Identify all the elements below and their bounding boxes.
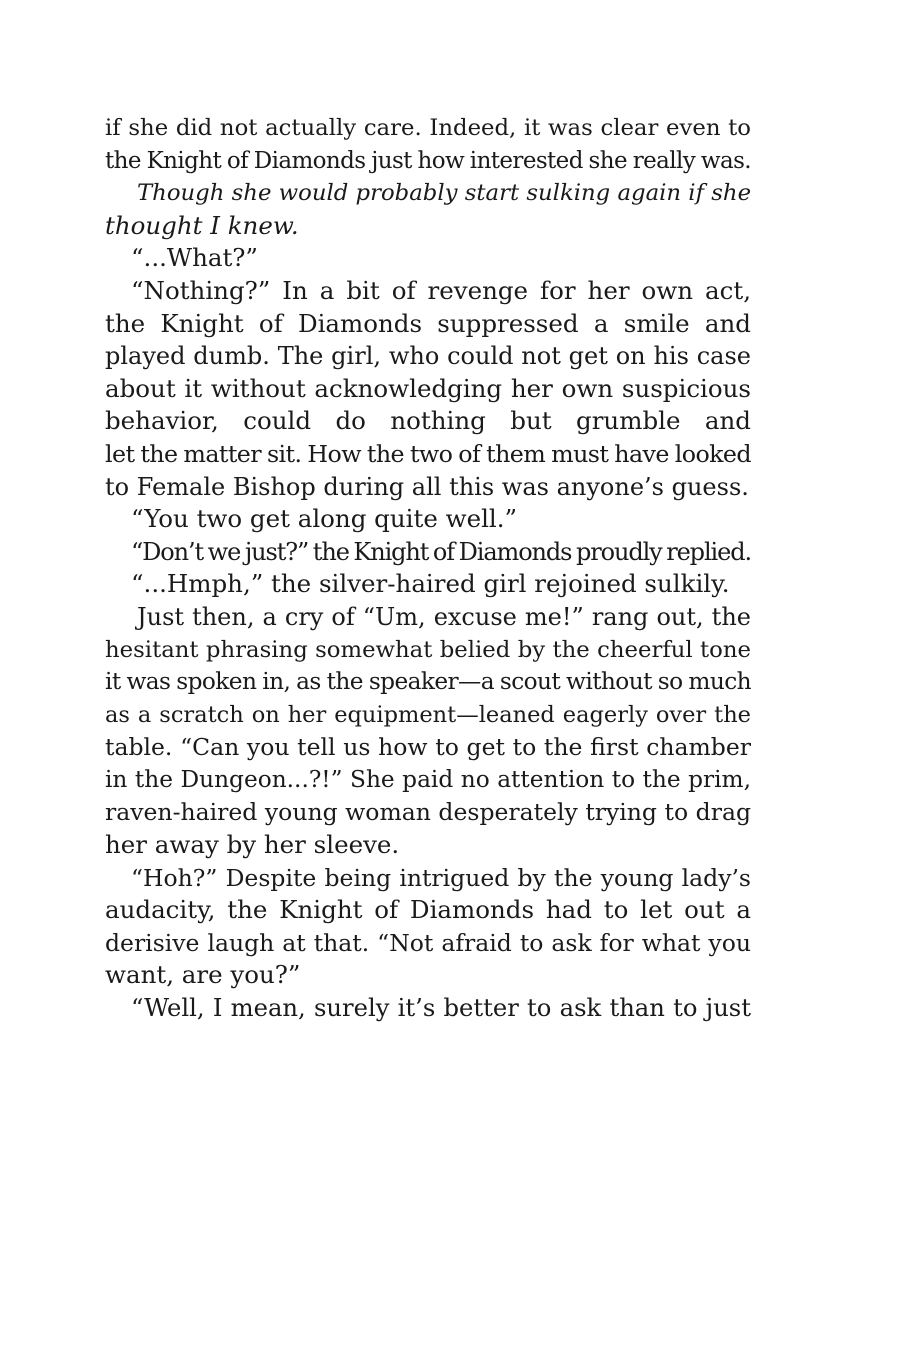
text-line: it was spoken in, as the speaker—a scout without so much xyxy=(105,668,751,696)
text-line: if she did not actually care. Indeed, it was clear even to xyxy=(105,115,751,141)
text-line: audacity, the Knight of Diamonds had to let out a xyxy=(105,895,751,925)
text-line: derisive laugh at that. “Not afraid to ask for what you xyxy=(105,928,751,957)
dialogue-line: “...What?” xyxy=(131,243,258,273)
body-text xyxy=(105,112,751,1025)
text-line: hesitant phrasing somewhat belied by the cheerful tone xyxy=(105,636,751,663)
text-line: about it without acknowledging her own suspicious xyxy=(105,373,751,403)
dialogue-line: “Hoh?” Despite being intrigued by the young lady’s xyxy=(131,863,751,892)
dialogue-line: “Don’t we just?” the Knight of Diamonds proudly replied. xyxy=(131,537,751,566)
text-line: to Female Bishop during all this was anyone’s guess. xyxy=(105,472,749,501)
text-line: Just then, a cry of “Um, excuse me!” rang out, the xyxy=(137,602,751,631)
text-line: raven-haired young woman desperately trying to drag xyxy=(105,798,751,827)
text-line: behavior, could do nothing but grumble and xyxy=(105,406,751,436)
dialogue-line: “Well, I mean, surely it’s better to ask than to just xyxy=(131,993,751,1023)
dialogue-line: “...Hmph,” the silver-haired girl rejoined sulkily. xyxy=(131,569,730,599)
text-line: in the Dungeon...?!” She paid no attention to the prim, xyxy=(105,765,751,793)
text-line: played dumb. The girl, who could not get on his case xyxy=(105,342,751,371)
text-line: the Knight of Diamonds just how interested she really was. xyxy=(105,147,751,174)
text-line: table. “Can you tell us how to get to the first chamber xyxy=(105,733,751,762)
text-line: the Knight of Diamonds suppressed a smile and xyxy=(105,308,751,338)
text-line: want, are you?” xyxy=(105,960,301,990)
text-line: her away by her sleeve. xyxy=(105,830,400,860)
text-line: let the matter sit. How the two of them must have looked xyxy=(105,439,751,468)
dialogue-line: “You two get along quite well.” xyxy=(131,504,518,534)
text-line: as a scratch on her equipment—leaned eagerly over the xyxy=(105,701,751,728)
italic-thought-line: thought I knew. xyxy=(105,210,299,240)
dialogue-line: “Nothing?” In a bit of revenge for her own act, xyxy=(131,275,751,305)
italic-thought-line: Though she would probably start sulking again if she xyxy=(137,180,752,207)
